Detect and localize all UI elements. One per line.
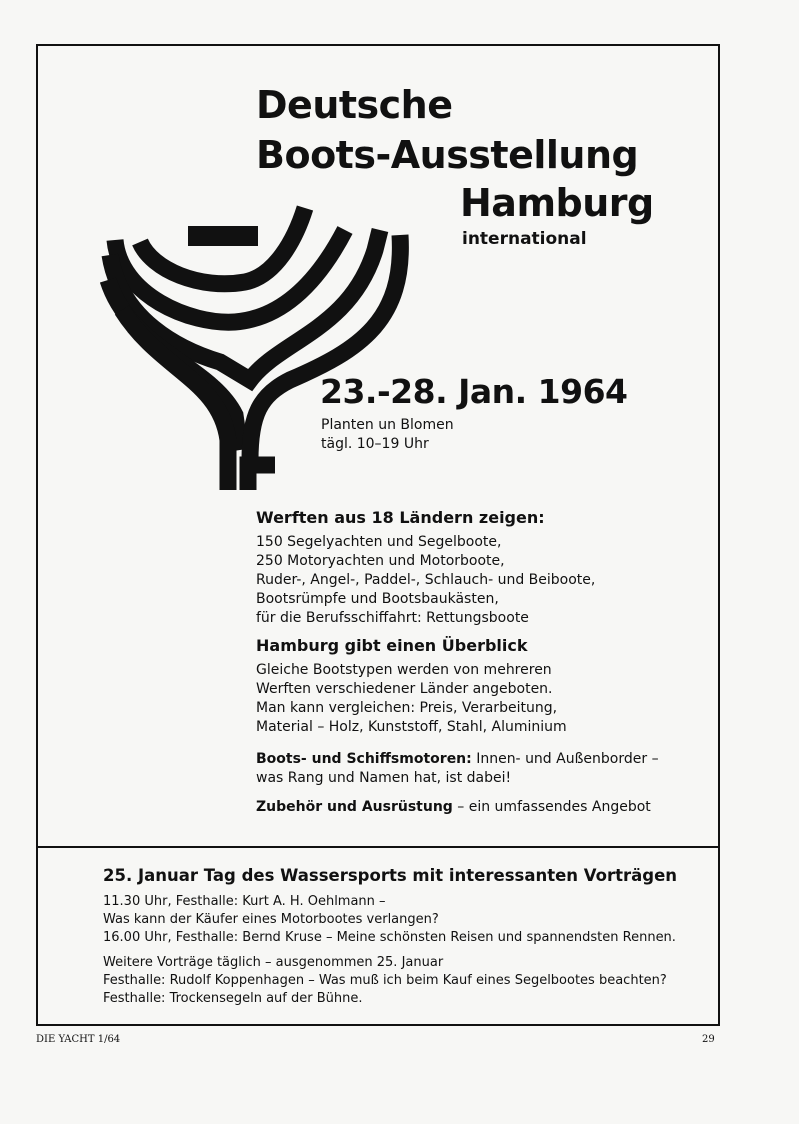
motoren-label: Boots- und Schiffsmotoren: (256, 751, 472, 767)
lecture-line: 16.00 Uhr, Festhalle: Bernd Kruse – Meine schönsten Reisen und spannendsten Rennen. (103, 930, 676, 945)
werften-section (256, 508, 696, 628)
text-line: Werften verschiedener Länder angeboten. (256, 681, 553, 697)
text-line: Man kann vergleichen: Preis, Verarbeitung, (256, 700, 558, 716)
venue-name: Planten un Blomen (321, 417, 454, 433)
lecture-line: 11.30 Uhr, Festhalle: Kurt A. H. Oehlmann – (103, 894, 386, 909)
zubehoer-label: Zubehör und Ausrüstung (256, 799, 453, 815)
subtitle: international (462, 229, 587, 249)
boat-show-logo (100, 200, 420, 500)
list-item: 150 Segelyachten und Segelboote, (256, 534, 502, 550)
venue-info (321, 416, 454, 454)
title-line-3: Hamburg (460, 181, 654, 225)
motoren-text: Innen- und Außenborder – (471, 751, 659, 767)
motoren-text-2: was Rang und Namen hat, ist dabei! (256, 770, 512, 786)
ueberblick-section (256, 636, 696, 737)
text-line: Gleiche Bootstypen werden von mehreren (256, 662, 552, 678)
text-line: Material – Holz, Kunststoff, Stahl, Aluminium (256, 719, 567, 735)
exhibition-date: 23.-28. Jan. 1964 (320, 372, 628, 411)
werften-heading: Werften aus 18 Ländern zeigen: (256, 508, 545, 527)
opening-hours: tägl. 10–19 Uhr (321, 436, 429, 452)
motoren-section (256, 750, 696, 788)
vortraege-section (103, 866, 703, 1008)
list-item: Ruder-, Angel-, Paddel-, Schlauch- und Beiboote, (256, 572, 596, 588)
magazine-footer: DIE YACHT 1/64 (36, 1034, 121, 1045)
ueberblick-heading: Hamburg gibt einen Überblick (256, 636, 528, 655)
title-line-1: Deutsche (256, 83, 453, 127)
list-item: für die Berufsschiffahrt: Rettungsboote (256, 610, 529, 626)
lecture-line: Was kann der Käufer eines Motorbootes verlangen? (103, 912, 439, 927)
list-item: 250 Motoryachten und Motorboote, (256, 553, 505, 569)
lecture-line: Festhalle: Trockensegeln auf der Bühne. (103, 991, 363, 1006)
zubehoer-section (256, 798, 696, 817)
list-item: Bootsrümpfe und Bootsbaukästen, (256, 591, 499, 607)
page-number: 29 (702, 1034, 715, 1045)
title-line-2: Boots-Ausstellung (256, 133, 639, 177)
lecture-line: Festhalle: Rudolf Koppenhagen – Was muß ich beim Kauf eines Segelbootes beachten? (103, 973, 667, 988)
lecture-line: Weitere Vorträge täglich – ausgenommen 25. Januar (103, 955, 444, 970)
vortraege-heading: 25. Januar Tag des Wassersports mit interessanten Vorträgen (103, 866, 678, 885)
zubehoer-text: – ein umfassendes Angebot (452, 799, 651, 815)
